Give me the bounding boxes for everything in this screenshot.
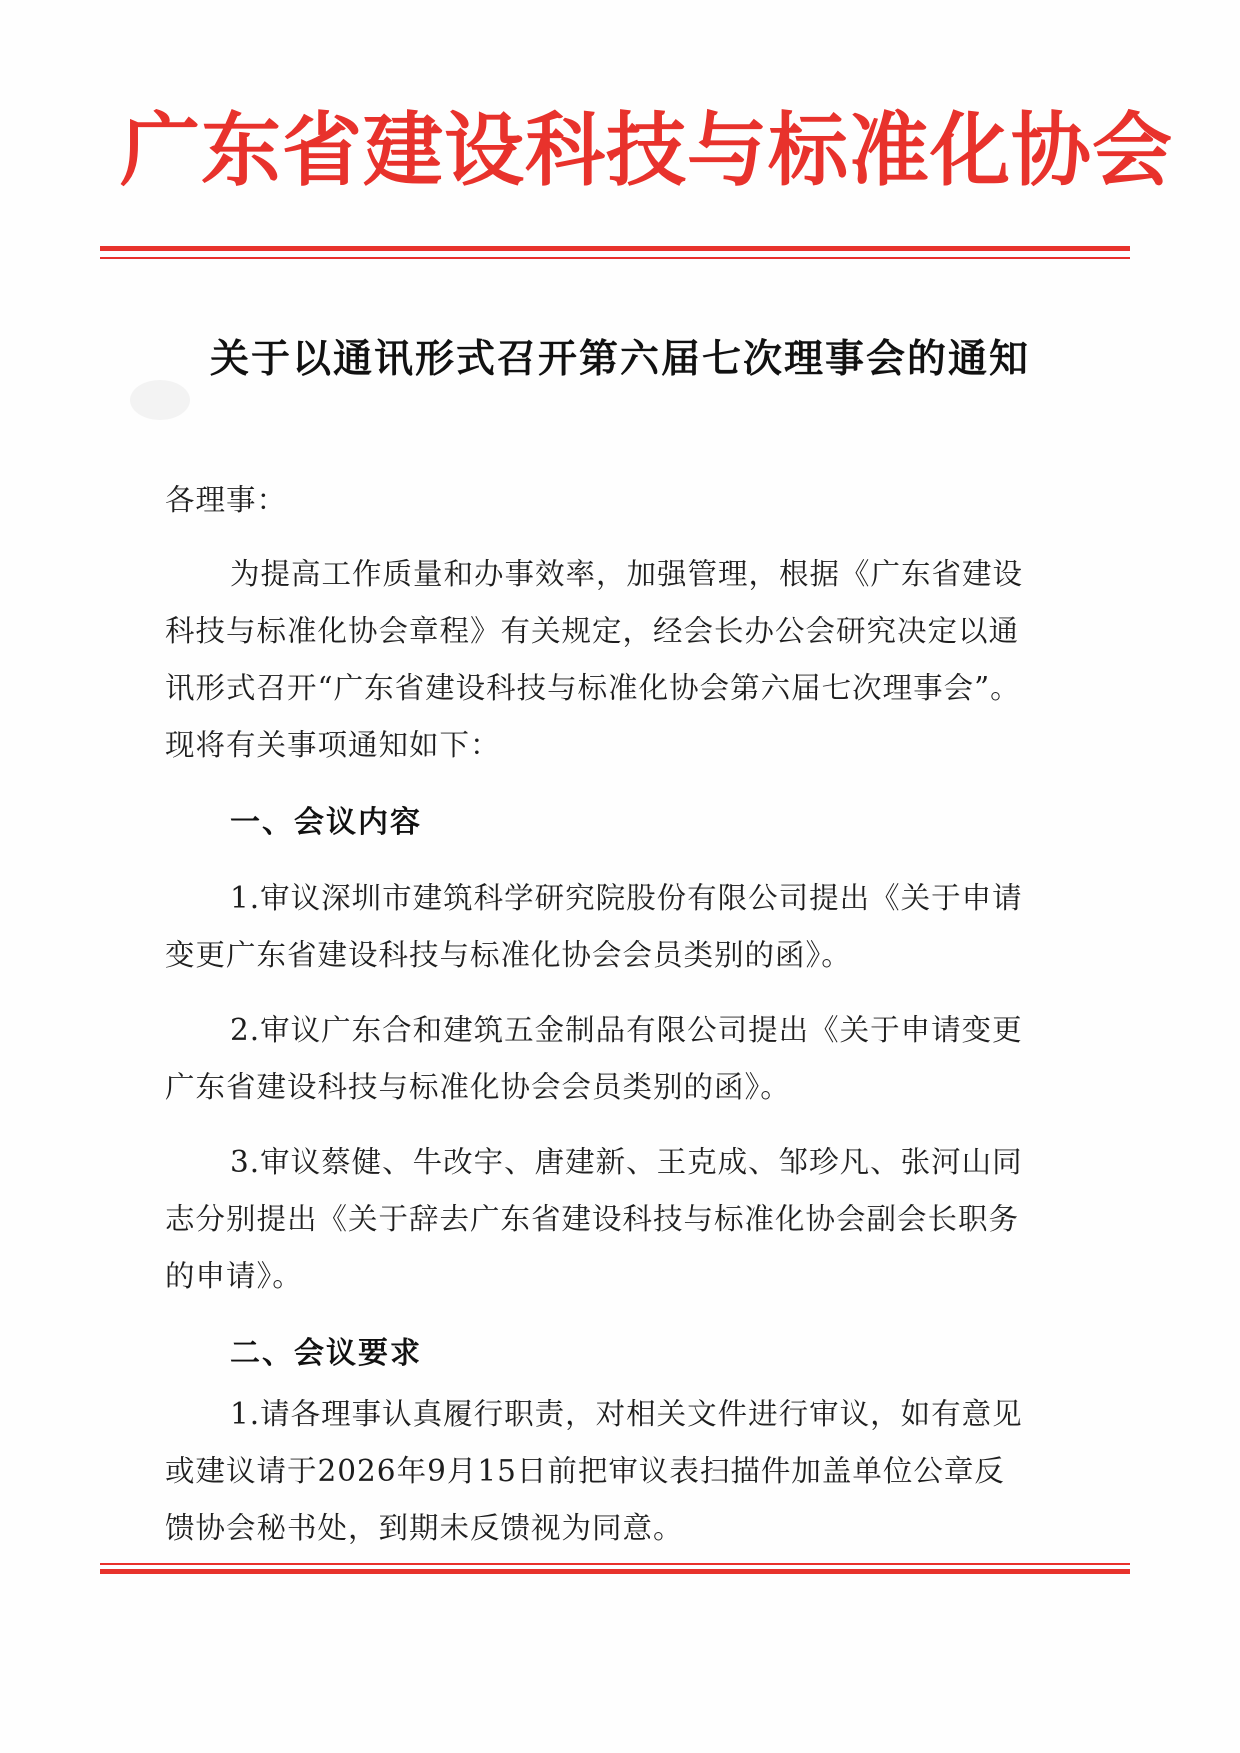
section1-item-line: 变更广东省建设科技与标准化协会会员类别的函》。 [165,938,852,972]
section1-item-line: 的申请》。 [165,1259,303,1293]
intro-line: 讯形式召开“广东省建设科技与标准化协会第六届七次理事会”。 [165,671,1021,705]
section2-item-line: 1.请各理事认真履行职责，对相关文件进行审议，如有意见 [230,1397,1023,1431]
letterhead-rule-thick [100,246,1130,251]
intro-line: 现将有关事项通知如下： [165,728,501,762]
section2-item-line: 馈协会秘书处，到期未反馈视为同意。 [165,1511,684,1545]
section-heading: 一、会议内容 [230,805,422,840]
letterhead-rule-thin [100,257,1130,259]
section1-item-line: 志分别提出《关于辞去广东省建设科技与标准化协会副会长职务 [165,1202,1020,1236]
section-heading: 二、会议要求 [230,1336,422,1371]
letterhead-org-name: 广东省建设科技与标准化协会 [120,103,1173,197]
document-title: 关于以通讯形式召开第六届七次理事会的通知 [209,337,1030,382]
section1-item-line: 2.审议广东合和建筑五金制品有限公司提出《关于申请变更 [230,1013,1023,1047]
section1-item-line: 3.审议蔡健、牛改宇、唐建新、王克成、邹珍凡、张河山同 [230,1145,1023,1179]
footer-rule-thin [100,1563,1130,1565]
intro-line: 为提高工作质量和办事效率，加强管理，根据《广东省建设 [230,557,1024,591]
footer-rule-thick [100,1569,1130,1574]
section1-item-line: 广东省建设科技与标准化协会会员类别的函》。 [165,1070,791,1104]
intro-line: 科技与标准化协会章程》有关规定，经会长办公会研究决定以通 [165,614,1020,648]
section2-item-line: 或建议请于2026年9月15日前把审议表扫描件加盖单位公章反 [165,1454,1005,1488]
section1-item-line: 1.审议深圳市建筑科学研究院股份有限公司提出《关于申请 [230,881,1023,915]
salutation: 各理事： [165,483,288,517]
